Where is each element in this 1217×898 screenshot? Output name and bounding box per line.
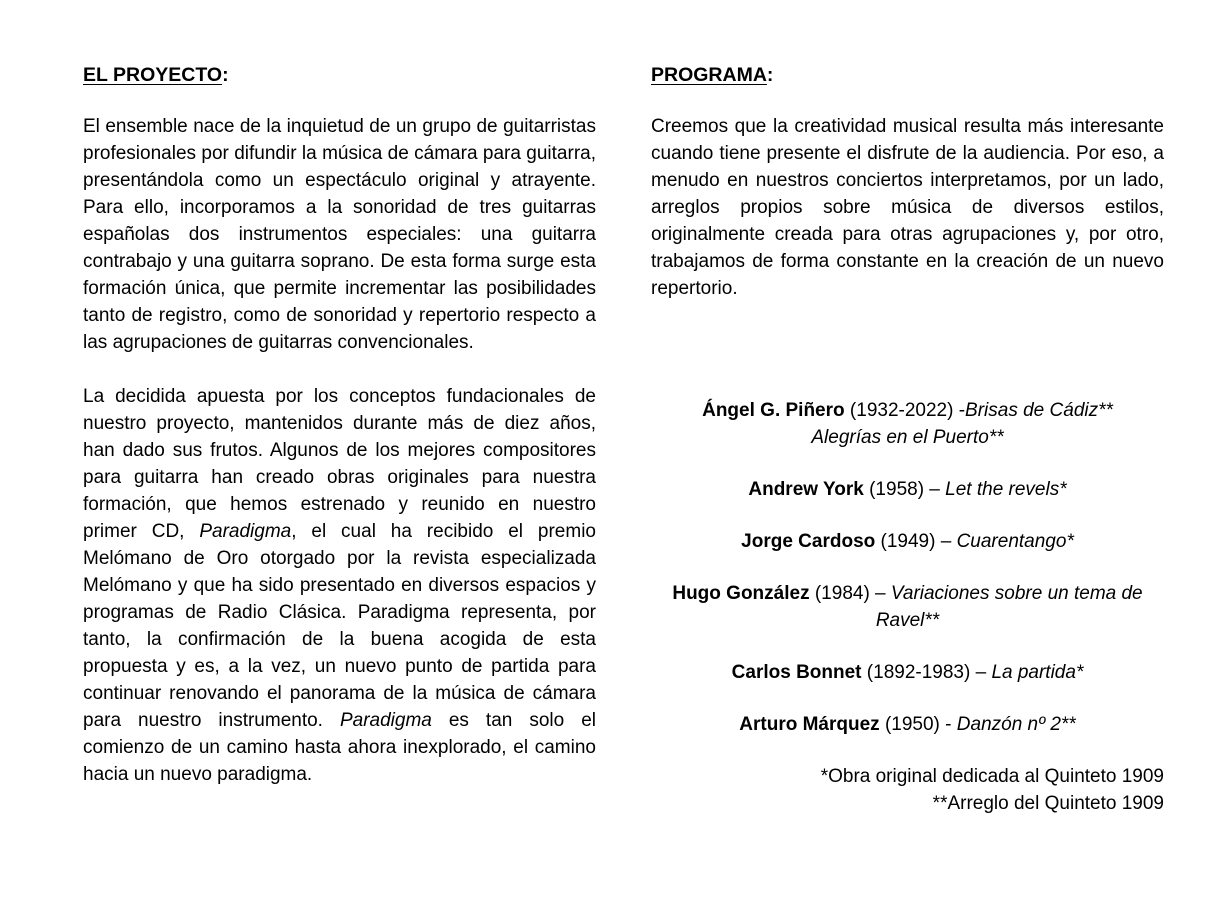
program-intro-paragraph: Creemos que la creatividad musical resulta más interesante cuando tiene presente el disfrute de la audiencia. Por eso, a menudo en nuestros conciertos interpretamos, por un lado, arreglos propios sobre música de diversos estilos, originalmente creada para otras agrupaciones y, por otro, trabajamos de forma constante en la creación de un nuevo repertorio. — [651, 116, 1164, 299]
paragraph-segment: es tan solo el comienzo de un camino hasta ahora inexplorado, el camino hacia un nuevo paradigma. — [83, 710, 596, 785]
program-entry — [651, 476, 1164, 503]
program-entry-line — [651, 476, 1164, 503]
composer-dates: (1932-2022) - — [844, 400, 966, 421]
program-entry-line — [651, 580, 1164, 634]
project-paragraph-1: El ensemble nace de la inquietud de un grupo de guitarristas profesionales por difundir la música de cámara para guitarra, presentándola como un espectáculo original y atrayente. Para ello, incorporamos a la sonoridad de tres guitarras españolas dos instrumentos especiales: una guitarra contrabajo y una guitarra soprano. De esta forma surge esta formación única, que permite incrementar las posibilidades tanto de registro, como de sonoridad y repertorio respecto a las agrupaciones de guitarras convencionales. — [83, 116, 596, 353]
composer-dates: (1950) - — [879, 714, 957, 735]
program-entry — [651, 528, 1164, 555]
cd-title-italic: Paradigma — [199, 521, 292, 542]
program-entry-line — [651, 659, 1164, 686]
work-title: Danzón nº 2** — [956, 714, 1076, 735]
footnote-original-work: *Obra original dedicada al Quinteto 1909 — [820, 766, 1164, 787]
left-column — [83, 62, 596, 898]
work-title: La partida* — [991, 662, 1084, 683]
work-title: Cuarentango* — [956, 531, 1074, 552]
footnote-arrangement: **Arreglo del Quinteto 1909 — [932, 793, 1164, 814]
section-heading-proyecto — [83, 62, 596, 89]
program-entry — [651, 580, 1164, 634]
composer-name: Andrew York — [748, 479, 864, 500]
project-paragraph-2 — [83, 383, 596, 788]
work-title: Variaciones sobre un tema de Ravel** — [875, 583, 1143, 631]
work-title: Brisas de Cádiz** — [965, 400, 1113, 421]
heading-colon: : — [222, 64, 229, 86]
work-title: Let the revels* — [945, 479, 1067, 500]
section-heading-programa — [651, 62, 1164, 89]
paragraph-segment: La decidida apuesta por los conceptos fundacionales de nuestro proyecto, mantenidos durante más de diez años, han dado sus frutos. Algunos de los mejores compositores para guitarra han creado obras originales para nuestra formación, que hemos estrenado y reunido en nuestro primer CD, — [83, 386, 596, 542]
program-entry-line — [651, 397, 1164, 424]
program-entry — [651, 711, 1164, 738]
program-footnotes — [651, 763, 1164, 817]
composer-dates: (1949) – — [875, 531, 957, 552]
program-list — [651, 397, 1164, 817]
composer-dates: (1984) – — [809, 583, 891, 604]
composer-name: Hugo González — [672, 583, 810, 604]
cd-title-italic: Paradigma — [339, 710, 432, 731]
work-title-second-line: Alegrías en el Puerto** — [811, 427, 1004, 448]
composer-dates: (1958) – — [863, 479, 946, 500]
program-entry-line — [651, 711, 1164, 738]
paragraph-segment: , el cual ha recibido el premio Melómano de Oro otorgado por la revista especializada Melómano y que ha sido presentado en diversos espacios y programas de Radio Clásica. Paradigma representa, por tanto, la confirmación de la buena acogida de esta propuesta y es, a la vez, un nuevo punto de partida para continuar renovando el panorama de la música de cámara para nuestro instrumento. — [83, 521, 596, 731]
program-entry — [651, 397, 1164, 451]
composer-name: Jorge Cardoso — [741, 531, 876, 552]
composer-name: Carlos Bonnet — [731, 662, 862, 683]
composer-dates: (1892-1983) – — [861, 662, 992, 683]
composer-name: Arturo Márquez — [739, 714, 880, 735]
heading-colon: : — [766, 64, 774, 86]
composer-name: Ángel G. Piñero — [702, 400, 845, 421]
program-entry — [651, 659, 1164, 686]
heading-label: PROGRAMA — [651, 64, 767, 86]
right-column — [651, 62, 1164, 898]
program-entry-line — [651, 528, 1164, 555]
heading-label: EL PROYECTO — [83, 64, 223, 86]
